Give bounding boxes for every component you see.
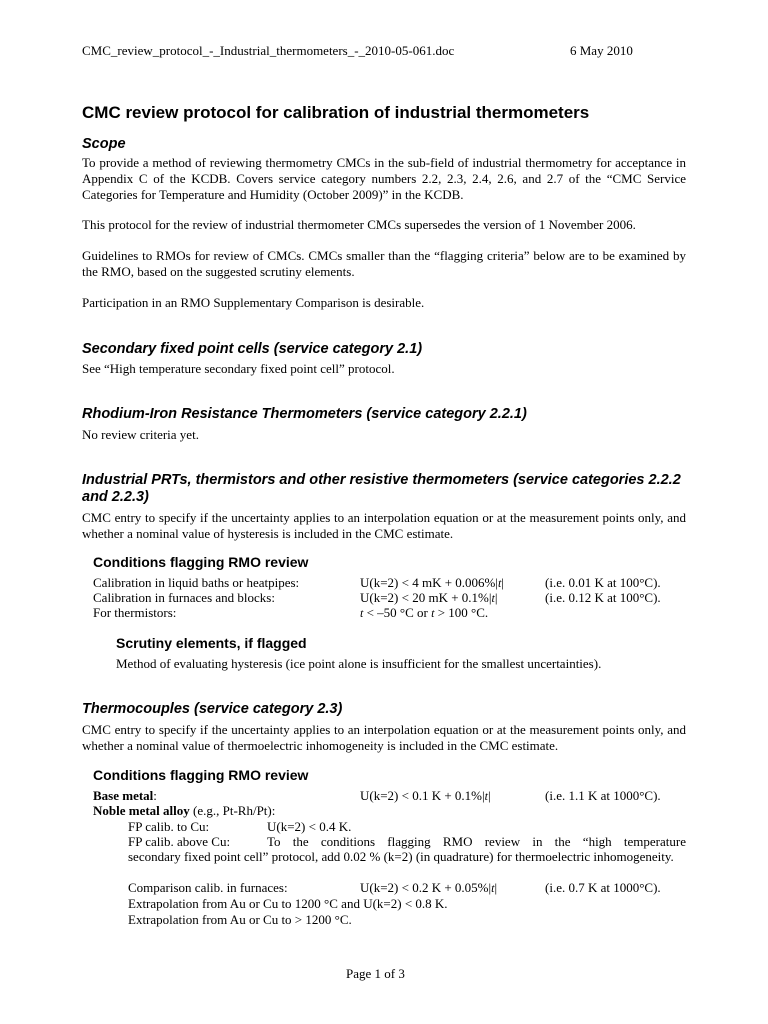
prt-conditions-heading: Conditions flagging RMO review <box>93 554 309 570</box>
scope-paragraph-2: This protocol for the review of industrial thermometer CMCs supersedes the version of 1 November 2006. <box>82 217 636 232</box>
fp-above-rest: secondary fixed point cell” protocol, add 0.02 % (k=2) (in quadrature) for thermoelectric inhomogeneity. <box>128 849 674 864</box>
secondary-text: See “High temperature secondary fixed point cell” protocol. <box>82 361 395 376</box>
thermocouples-heading: Thermocouples (service category 2.3) <box>82 701 343 717</box>
base-metal-note: (i.e. 1.1 K at 1000°C). <box>545 788 661 803</box>
condition-formula: U(k=2) < 4 mK + 0.006%|t| <box>360 575 504 590</box>
header-filename: CMC_review_protocol_-_Industrial_thermometers_-_2010-05-061.doc <box>82 43 455 58</box>
document-title: CMC review protocol for calibration of industrial thermometers <box>82 103 590 122</box>
scope-paragraph-4: Participation in an RMO Supplementary Comparison is desirable. <box>82 295 425 310</box>
base-metal-formula: U(k=2) < 0.1 K + 0.1%|t| <box>360 788 491 803</box>
condition-label: Calibration in liquid baths or heatpipes: <box>93 575 300 590</box>
condition-note: (i.e. 0.12 K at 100°C). <box>545 590 661 605</box>
page-number: Page 1 of 3 <box>346 966 405 981</box>
fp-cu-value: U(k=2) < 0.4 K. <box>267 819 352 834</box>
thermistor-label: For thermistors: <box>93 605 177 620</box>
prt-scrutiny-text: Method of evaluating hysteresis (ice point alone is insufficient for the smallest uncertainties). <box>116 656 602 671</box>
comparison-note: (i.e. 0.7 K at 1000°C). <box>545 880 661 895</box>
scope-paragraph-3: Guidelines to RMOs for review of CMCs. CMCs smaller than the “flagging criteria” below are to be examined by the RMO, based on the suggested scrutiny elements. <box>82 248 686 279</box>
rhodium-text: No review criteria yet. <box>82 427 199 442</box>
base-metal-label: Base metal: <box>93 788 157 803</box>
header-date: 6 May 2010 <box>570 43 633 58</box>
scope-paragraph-1: To provide a method of reviewing thermometry CMCs in the sub-field of industrial thermometry for acceptance in Appendix C of the KCDB. Covers service category numbers 2.2, 2.3, 2.4, 2.6, and 2.7 of the “CMC Service Categories for Temperature and Humidity (October 2009)” in the KCDB. <box>82 155 686 202</box>
fp-above-first-line: To the conditions flagging RMO review in the “high temperature <box>267 834 686 849</box>
fp-above-label: FP calib. above Cu: <box>128 834 231 849</box>
thermistor-condition: t < –50 °C or t > 100 °C. <box>360 605 489 620</box>
rhodium-heading: Rhodium-Iron Resistance Thermometers (service category 2.2.1) <box>82 406 527 422</box>
condition-label: Calibration in furnaces and blocks: <box>93 590 275 605</box>
prt-heading: Industrial PRTs, thermistors and other resistive thermometers (service categories 2.2.2 and 2.2.3) <box>82 472 681 505</box>
extrapolation-2: Extrapolation from Au or Cu to > 1200 °C. <box>128 912 352 927</box>
secondary-heading: Secondary fixed point cells (service category 2.1) <box>82 341 423 357</box>
extrapolation-1: Extrapolation from Au or Cu to 1200 °C and U(k=2) < 0.8 K. <box>128 896 448 911</box>
prt-scrutiny-heading: Scrutiny elements, if flagged <box>116 635 307 651</box>
fp-cu-label: FP calib. to Cu: <box>128 819 210 834</box>
condition-note: (i.e. 0.01 K at 100°C). <box>545 575 661 590</box>
prt-text: CMC entry to specify if the uncertainty applies to an interpolation equation or at the measurement points only, and whether a nominal value of hysteresis is included in the CMC estimate. <box>82 510 686 541</box>
scope-heading: Scope <box>82 136 126 152</box>
thermocouples-text: CMC entry to specify if the uncertainty applies to an interpolation equation or at the measurement points only, and whether a nominal value of thermoelectric inhomogeneity is included in the CMC estimate. <box>82 722 686 753</box>
comparison-label: Comparison calib. in furnaces: <box>128 880 288 895</box>
comparison-formula: U(k=2) < 0.2 K + 0.05%|t| <box>360 880 498 895</box>
noble-metal-label: Noble metal alloy (e.g., Pt-Rh/Pt): <box>93 803 276 818</box>
thermocouples-conditions-heading: Conditions flagging RMO review <box>93 767 309 783</box>
condition-formula: U(k=2) < 20 mK + 0.1%|t| <box>360 590 498 605</box>
